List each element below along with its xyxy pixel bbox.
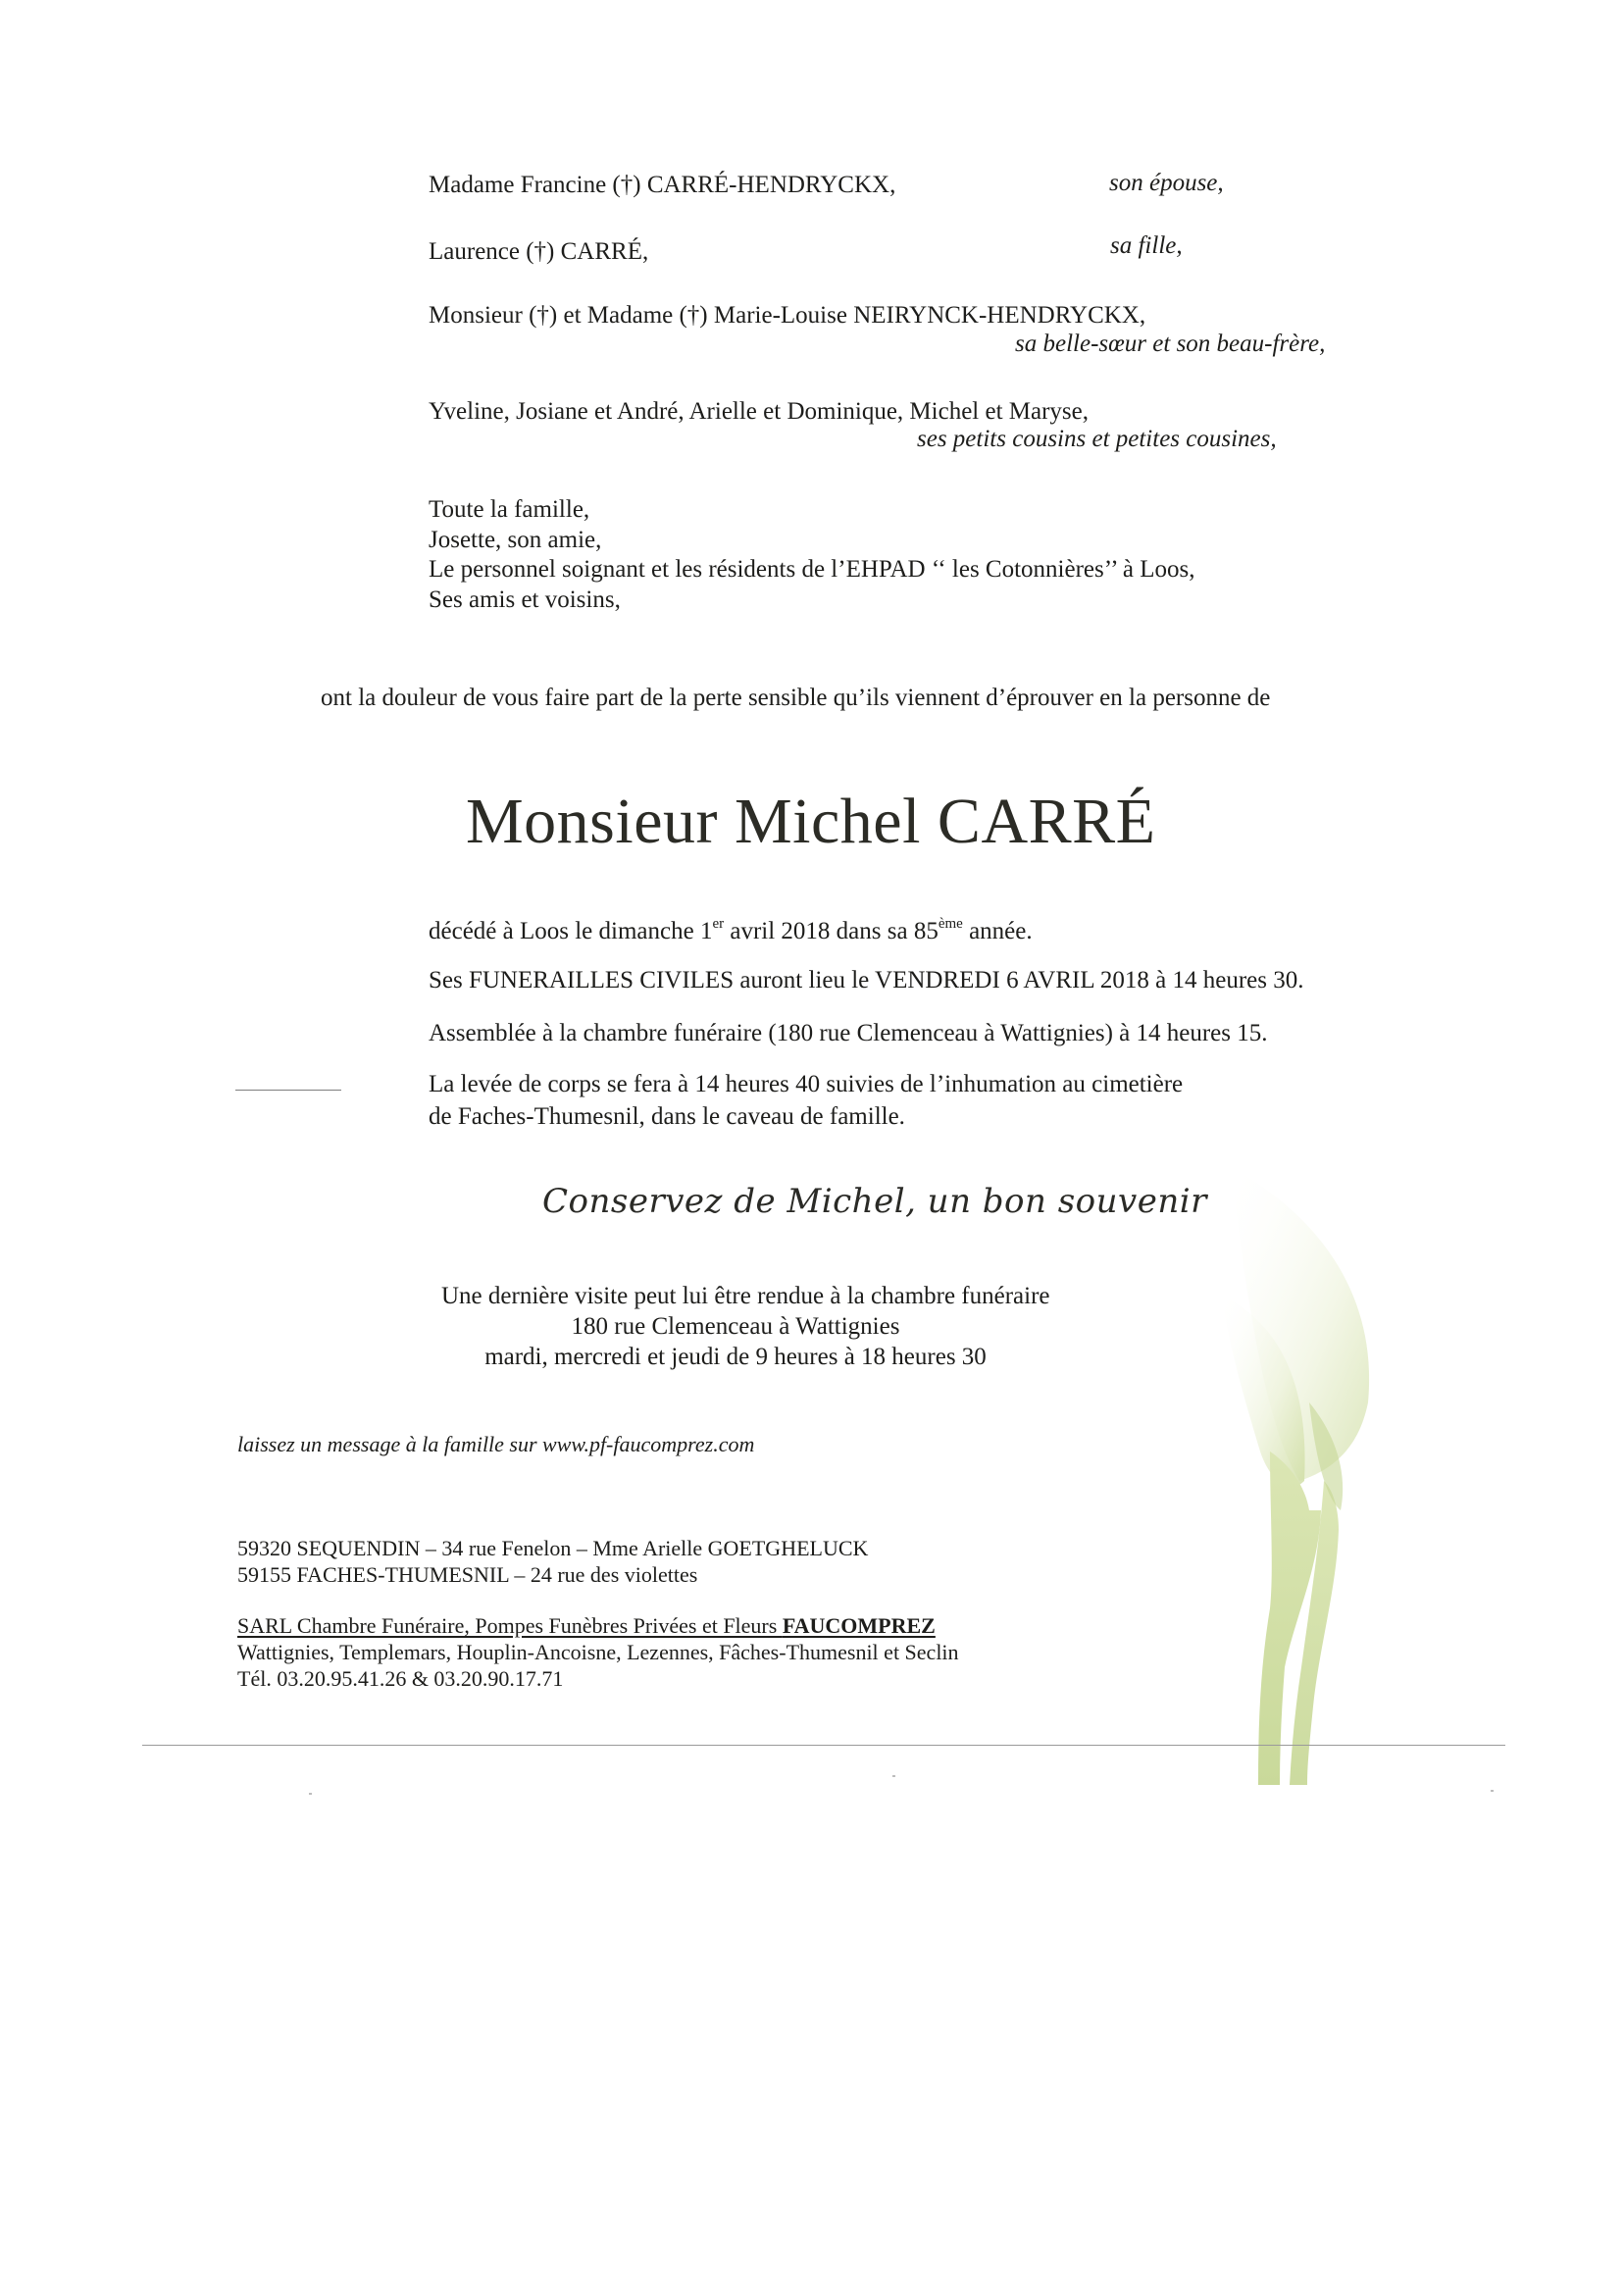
scan-speck xyxy=(309,1793,312,1795)
fold-mark xyxy=(235,1090,341,1091)
funeral-date-line: Ses FUNERAILLES CIVILES auront lieu le VENDREDI 6 AVRIL 2018 à 14 heures 30. xyxy=(429,967,1304,993)
others-line-4: Ses amis et voisins, xyxy=(429,586,621,613)
family-role-2: sa fille, xyxy=(1110,232,1183,259)
address-sequendin: 59320 SEQUENDIN – 34 rue Fenelon – Mme Arielle GOETGHELUCK xyxy=(237,1536,869,1560)
procession-line-2: de Faches-Thumesnil, dans le caveau de famille. xyxy=(429,1103,905,1130)
announcement-text: ont la douleur de vous faire part de la perte sensible qu’ils viennent d’éprouver en la personne de xyxy=(321,685,1271,711)
assembly-line: Assemblée à la chambre funéraire (180 rue Clemenceau à Wattignies) à 14 heures 15. xyxy=(429,1020,1268,1046)
family-member-2: Laurence (†) CARRÉ, xyxy=(429,238,649,265)
company-brand: FAUCOMPREZ xyxy=(782,1613,936,1638)
address-faches: 59155 FACHES-THUMESNIL – 24 rue des violettes xyxy=(237,1562,698,1587)
family-member-4: Yveline, Josiane et André, Arielle et Dominique, Michel et Maryse, xyxy=(429,398,1090,425)
company-phone: Tél. 03.20.95.41.26 & 03.20.90.17.71 xyxy=(237,1666,564,1691)
others-line-1: Toute la famille, xyxy=(429,496,590,523)
visit-line-3: mardi, mercredi et jeudi de 9 heures à 18 heures 30 xyxy=(484,1344,987,1370)
calla-lily-icon xyxy=(1211,1157,1427,1785)
family-member-1: Madame Francine (†) CARRÉ-HENDRYCKX, xyxy=(429,172,896,198)
message-line: laissez un message à la famille sur www.pf-faucomprez.com xyxy=(237,1432,755,1456)
death-line xyxy=(429,917,1033,946)
death-line-middle: avril 2018 dans sa 85 xyxy=(724,918,939,944)
remembrance-text: Conservez de Michel, un bon souvenir xyxy=(542,1182,1207,1221)
bottom-rule xyxy=(142,1745,1505,1746)
visit-line-1: Une dernière visite peut lui être rendue à la chambre funéraire xyxy=(441,1283,1050,1309)
family-role-3: sa belle-sœur et son beau-frère, xyxy=(1015,331,1326,357)
family-role-1: son épouse, xyxy=(1109,170,1224,196)
procession-line-1: La levée de corps se fera à 14 heures 40 suivies de l’inhumation au cimetière xyxy=(429,1071,1184,1097)
family-role-4: ses petits cousins et petites cousines, xyxy=(917,426,1277,452)
company-line-1 xyxy=(237,1613,936,1639)
others-line-3: Le personnel soignant et les résidents de l’EHPAD ‘‘ les Cotonnières’’ à Loos, xyxy=(429,556,1195,583)
death-line-before: décédé à Loos le dimanche 1 xyxy=(429,918,713,944)
visit-line-2: 180 rue Clemenceau à Wattignies xyxy=(571,1313,900,1340)
deceased-name: Monsieur Michel CARRÉ xyxy=(466,786,1156,857)
death-line-sup1: er xyxy=(712,915,725,932)
death-line-sup2: ème xyxy=(938,915,963,932)
company-line-1-prefix: SARL Chambre Funéraire, Pompes Funèbres Privées et Fleurs xyxy=(237,1613,783,1638)
others-line-2: Josette, son amie, xyxy=(429,527,602,553)
family-member-3: Monsieur (†) et Madame (†) Marie-Louise NEIRYNCK-HENDRYCKX, xyxy=(429,302,1146,329)
scan-speck xyxy=(892,1775,895,1777)
death-line-after: année. xyxy=(962,918,1033,944)
company-line-2: Wattignies, Templemars, Houplin-Ancoisne, Lezennes, Fâches-Thumesnil et Seclin xyxy=(237,1640,959,1664)
scan-speck xyxy=(1491,1790,1494,1792)
